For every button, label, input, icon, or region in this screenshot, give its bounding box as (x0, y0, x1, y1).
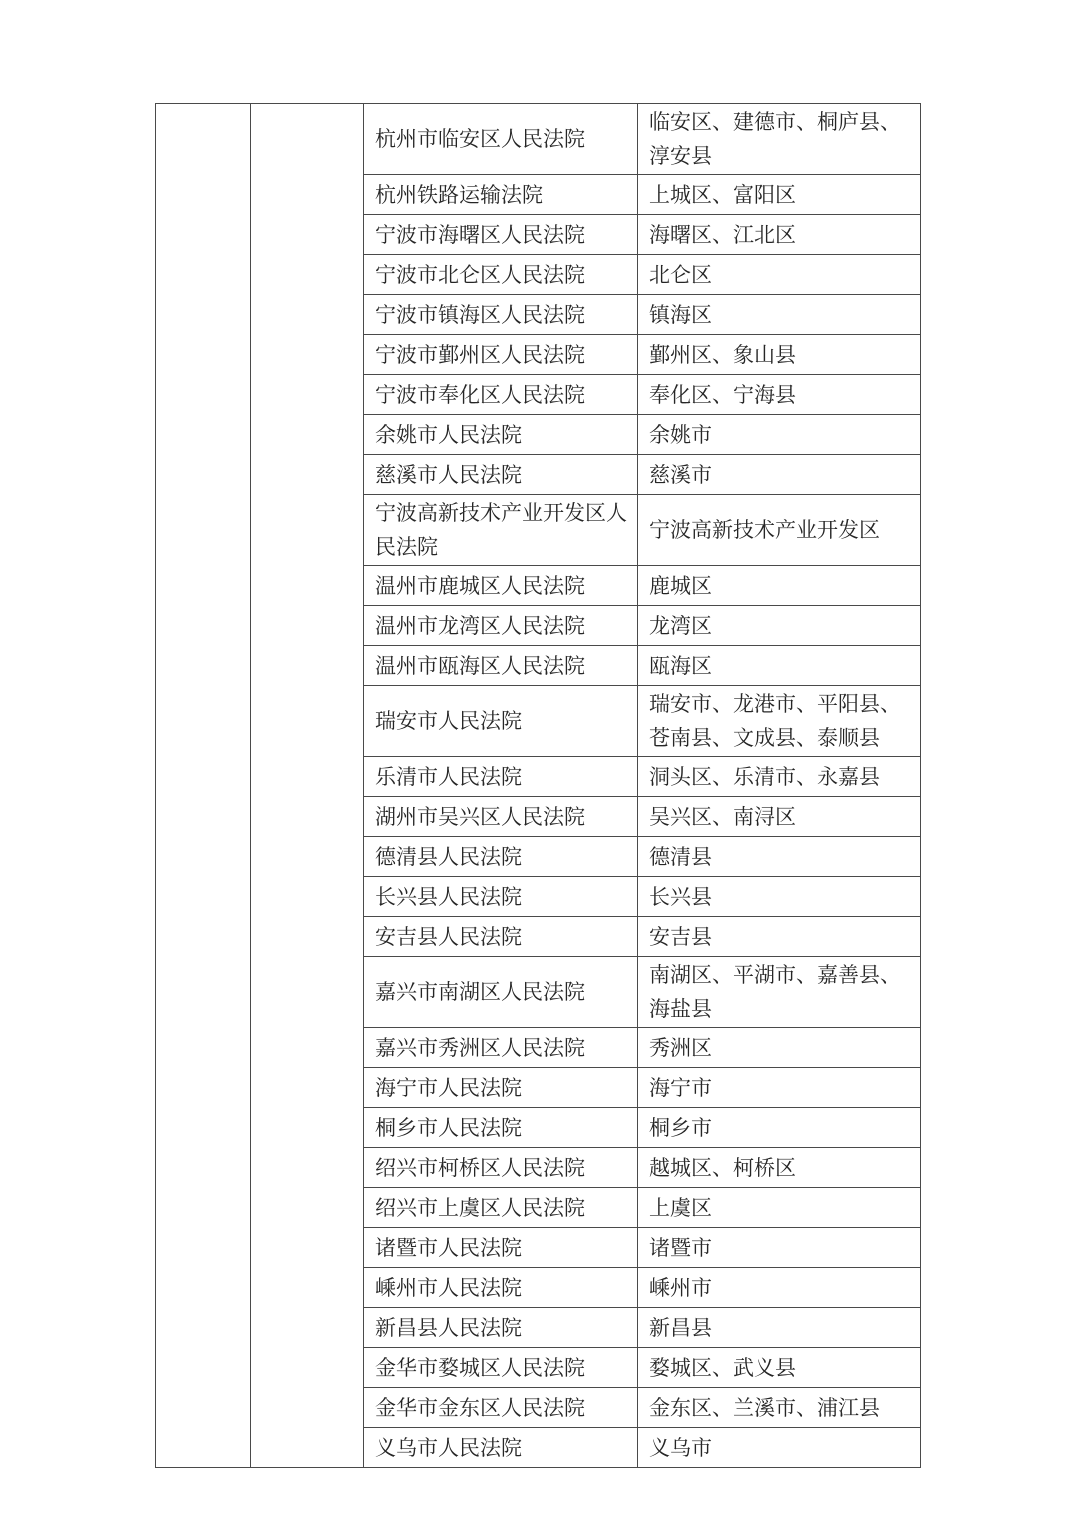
jurisdiction-cell: 瓯海区 (638, 646, 921, 686)
jurisdiction-cell: 上城区、富阳区 (638, 175, 921, 215)
jurisdiction-cell: 诸暨市 (638, 1228, 921, 1268)
jurisdiction-cell: 南湖区、平湖市、嘉善县、海盐县 (638, 957, 921, 1028)
jurisdiction-cell: 瑞安市、龙港市、平阳县、苍南县、文成县、泰顺县 (638, 686, 921, 757)
court-name-cell: 宁波市海曙区人民法院 (364, 215, 638, 255)
court-name-cell: 长兴县人民法院 (364, 877, 638, 917)
court-name-cell: 诸暨市人民法院 (364, 1228, 638, 1268)
empty-spanning-cell-2 (251, 104, 364, 1468)
court-name-cell: 杭州铁路运输法院 (364, 175, 638, 215)
jurisdiction-cell: 洞头区、乐清市、永嘉县 (638, 757, 921, 797)
jurisdiction-cell: 新昌县 (638, 1308, 921, 1348)
jurisdiction-cell: 义乌市 (638, 1428, 921, 1468)
court-name-cell: 金华市金东区人民法院 (364, 1388, 638, 1428)
court-name-cell: 湖州市吴兴区人民法院 (364, 797, 638, 837)
jurisdiction-cell: 桐乡市 (638, 1108, 921, 1148)
court-name-cell: 温州市龙湾区人民法院 (364, 606, 638, 646)
court-name-cell: 海宁市人民法院 (364, 1068, 638, 1108)
court-name-cell: 嘉兴市南湖区人民法院 (364, 957, 638, 1028)
jurisdiction-cell: 慈溪市 (638, 455, 921, 495)
jurisdiction-cell: 临安区、建德市、桐庐县、淳安县 (638, 104, 921, 175)
court-name-cell: 绍兴市上虞区人民法院 (364, 1188, 638, 1228)
court-name-cell: 嘉兴市秀洲区人民法院 (364, 1028, 638, 1068)
table-row (156, 104, 921, 175)
court-name-cell: 余姚市人民法院 (364, 415, 638, 455)
court-name-cell: 杭州市临安区人民法院 (364, 104, 638, 175)
jurisdiction-cell: 海宁市 (638, 1068, 921, 1108)
court-name-cell: 新昌县人民法院 (364, 1308, 638, 1348)
jurisdiction-cell: 吴兴区、南浔区 (638, 797, 921, 837)
jurisdiction-cell: 奉化区、宁海县 (638, 375, 921, 415)
jurisdiction-cell: 宁波高新技术产业开发区 (638, 495, 921, 566)
jurisdiction-cell: 海曙区、江北区 (638, 215, 921, 255)
jurisdiction-cell: 龙湾区 (638, 606, 921, 646)
jurisdiction-cell: 长兴县 (638, 877, 921, 917)
court-name-cell: 义乌市人民法院 (364, 1428, 638, 1468)
jurisdiction-cell: 北仑区 (638, 255, 921, 295)
court-name-cell: 嵊州市人民法院 (364, 1268, 638, 1308)
court-name-cell: 温州市瓯海区人民法院 (364, 646, 638, 686)
jurisdiction-cell: 秀洲区 (638, 1028, 921, 1068)
court-name-cell: 宁波市奉化区人民法院 (364, 375, 638, 415)
jurisdiction-cell: 镇海区 (638, 295, 921, 335)
court-name-cell: 慈溪市人民法院 (364, 455, 638, 495)
jurisdiction-cell: 嵊州市 (638, 1268, 921, 1308)
court-name-cell: 瑞安市人民法院 (364, 686, 638, 757)
jurisdiction-cell: 德清县 (638, 837, 921, 877)
court-jurisdiction-table (155, 103, 921, 1468)
court-name-cell: 宁波市镇海区人民法院 (364, 295, 638, 335)
court-name-cell: 桐乡市人民法院 (364, 1108, 638, 1148)
court-table-body (156, 104, 921, 1468)
court-name-cell: 绍兴市柯桥区人民法院 (364, 1148, 638, 1188)
jurisdiction-cell: 安吉县 (638, 917, 921, 957)
court-name-cell: 乐清市人民法院 (364, 757, 638, 797)
jurisdiction-cell: 上虞区 (638, 1188, 921, 1228)
court-name-cell: 宁波市鄞州区人民法院 (364, 335, 638, 375)
jurisdiction-cell: 金东区、兰溪市、浦江县 (638, 1388, 921, 1428)
court-name-cell: 德清县人民法院 (364, 837, 638, 877)
court-name-cell: 金华市婺城区人民法院 (364, 1348, 638, 1388)
jurisdiction-cell: 婺城区、武义县 (638, 1348, 921, 1388)
court-name-cell: 宁波高新技术产业开发区人民法院 (364, 495, 638, 566)
jurisdiction-cell: 鄞州区、象山县 (638, 335, 921, 375)
jurisdiction-cell: 越城区、柯桥区 (638, 1148, 921, 1188)
jurisdiction-cell: 鹿城区 (638, 566, 921, 606)
empty-spanning-cell-1 (156, 104, 251, 1468)
court-name-cell: 安吉县人民法院 (364, 917, 638, 957)
court-name-cell: 宁波市北仑区人民法院 (364, 255, 638, 295)
jurisdiction-cell: 余姚市 (638, 415, 921, 455)
court-name-cell: 温州市鹿城区人民法院 (364, 566, 638, 606)
